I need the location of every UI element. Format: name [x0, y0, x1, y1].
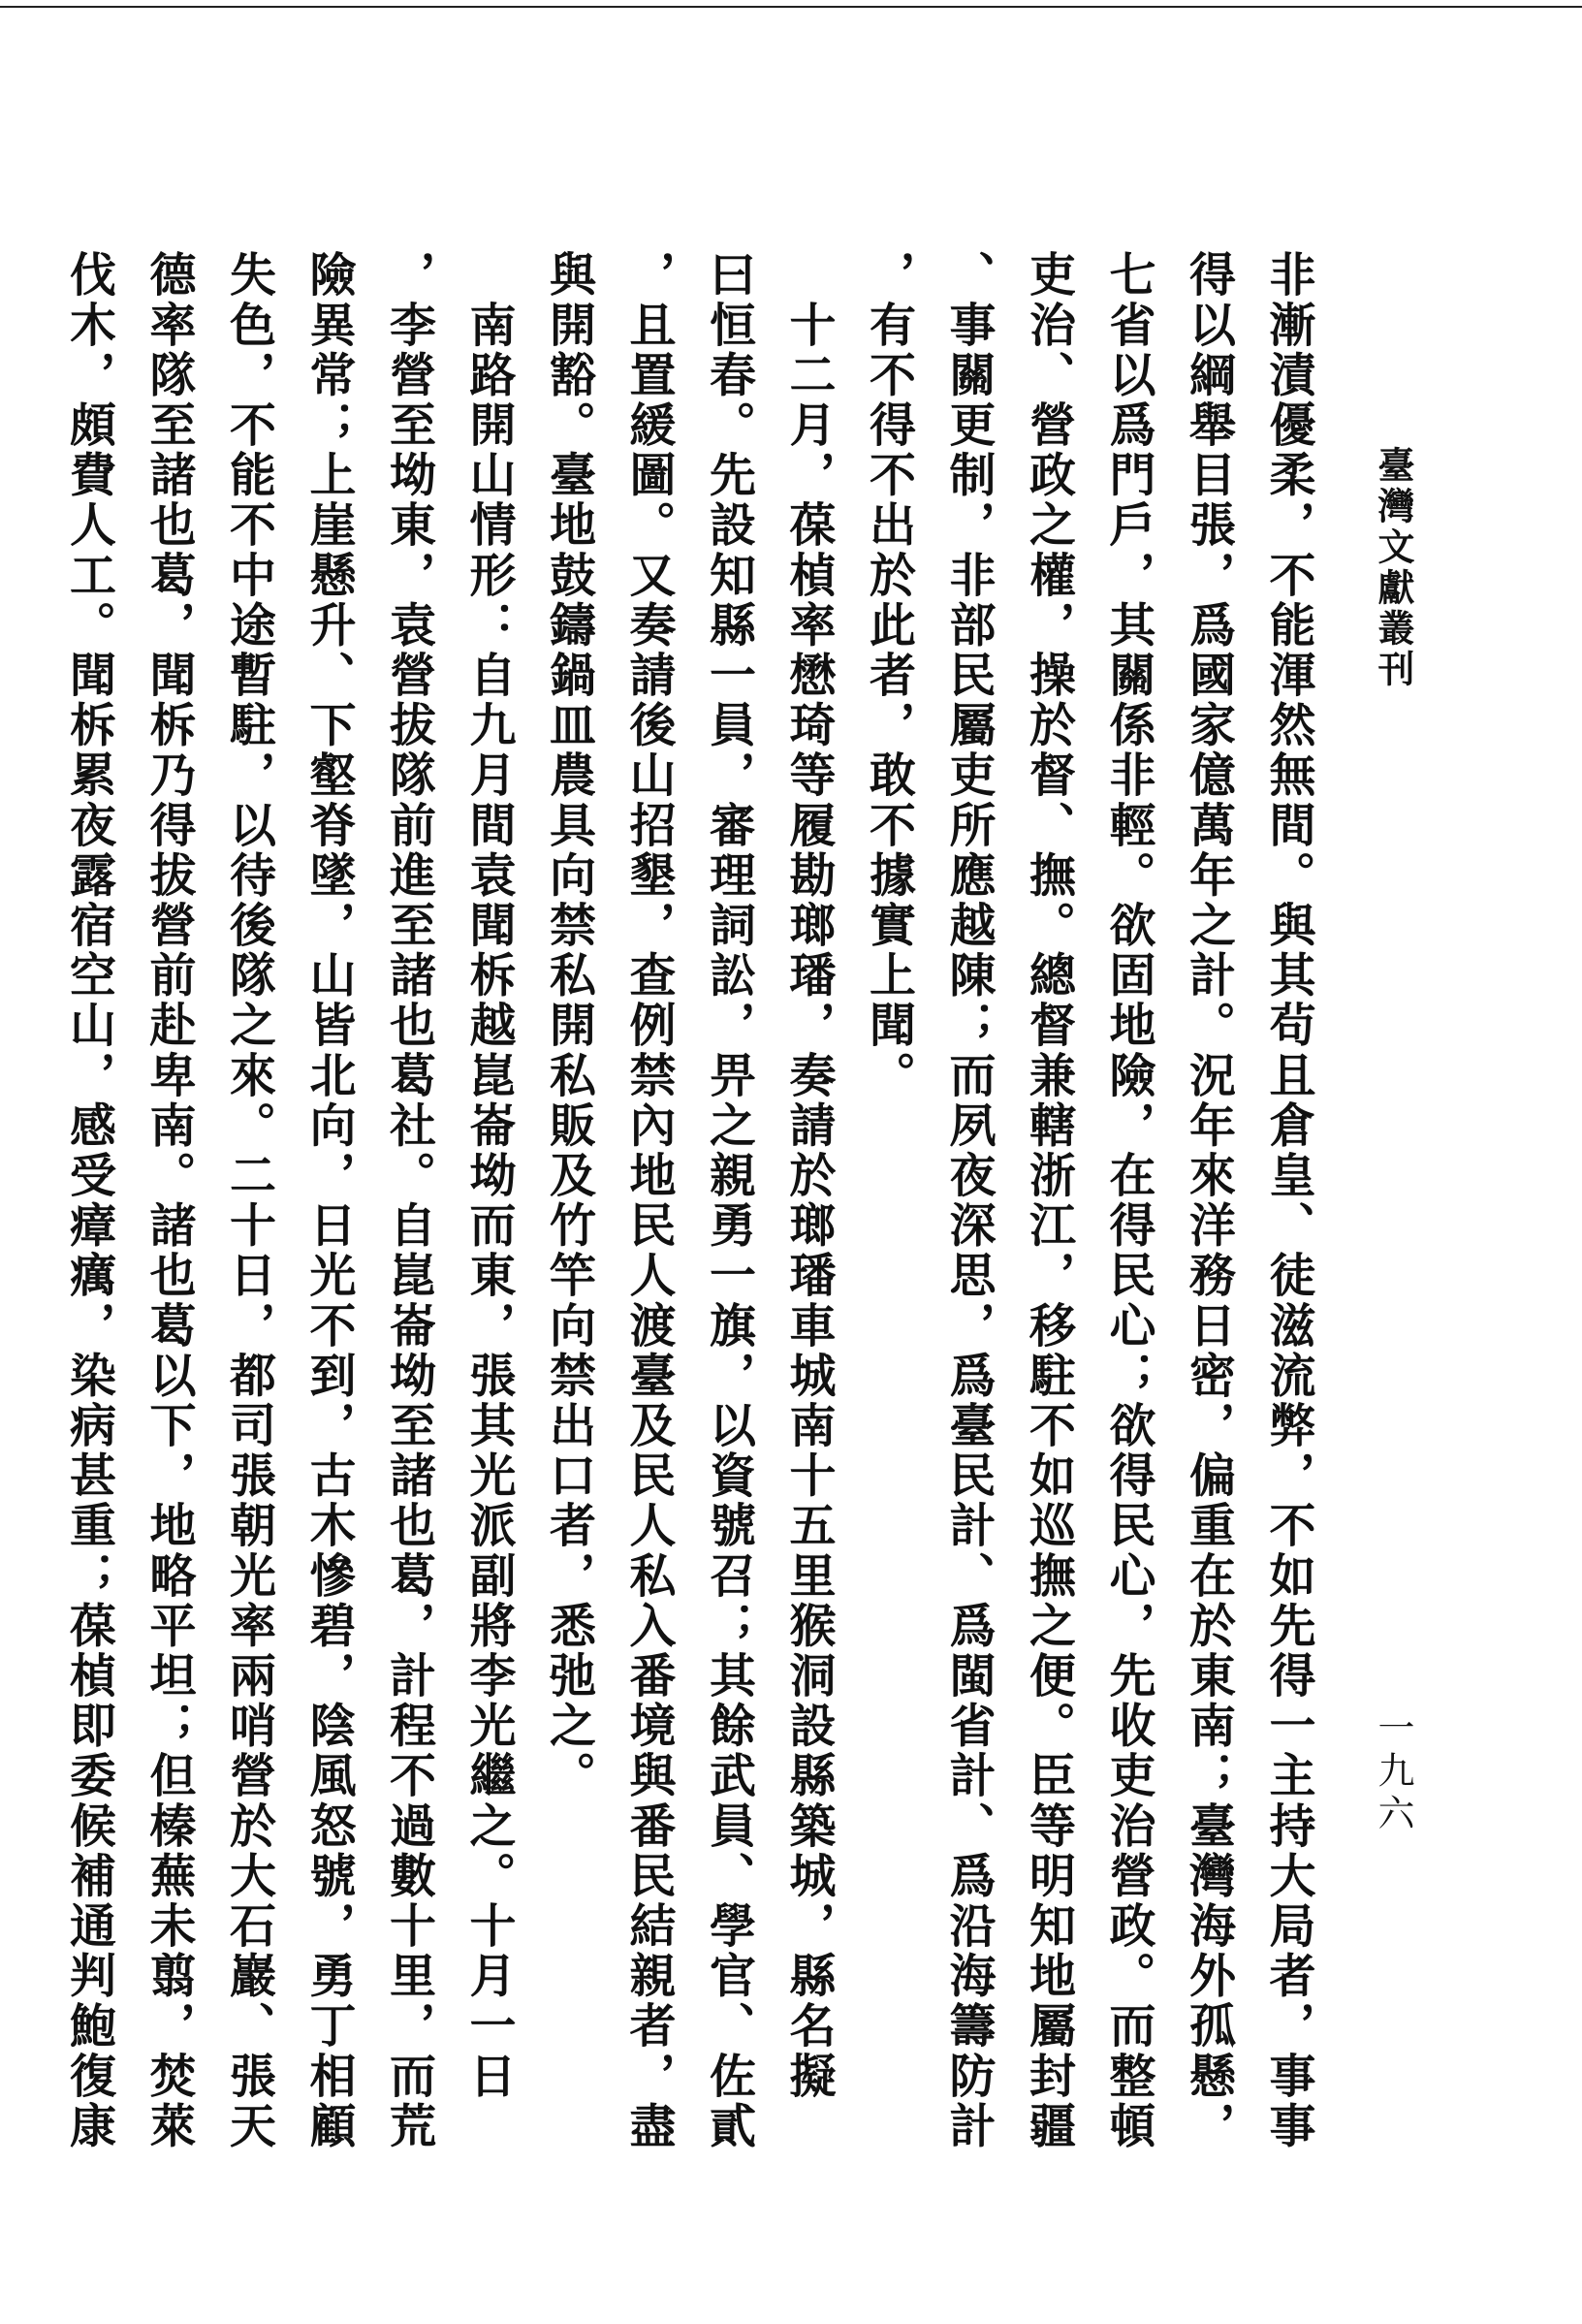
text-column: 德率隊至諸也葛，聞柝乃得拔營前赴卑南。諸也葛以下，地略平坦；但榛蕪未翦，焚萊: [142, 250, 196, 2151]
text-column: 南路開山情形：自九月間袁聞柝越崑崙坳而東，張其光派副將李光繼之。十月一日: [461, 250, 516, 2102]
text-column: 吏治、營政之權，操於督、撫。總督兼轄浙江，移駐不如巡撫之便。臣等明知地屬封疆: [1021, 250, 1076, 2151]
text-column: ，李營至坳東，袁營拔隊前進至諸也葛社。自崑崙坳至諸也葛，計程不過數十里，而荒: [381, 250, 436, 2151]
text-column: 、事關更制，非部民屬吏所應越陳；而夙夜深思，爲臺民計、爲閩省計、爲沿海籌防計: [941, 250, 996, 2151]
text-column: 得以綱舉目張，爲國家億萬年之計。況年來洋務日密，偏重在於東南；臺灣海外孤懸，: [1181, 250, 1236, 2151]
body-text: [61, 250, 1328, 2160]
text-column: 曰恒春。先設知縣一員，審理詞訟，畀之親勇一旗，以資號召；其餘武員、學官、佐貳: [701, 250, 756, 2151]
text-column: 險異常；上崖懸升、下壑脊墜，山皆北向，日光不到，古木慘碧，陰風怒號，勇丁相顧: [301, 250, 356, 2151]
text-column: 與開豁。臺地鼓鑄鍋皿農具向禁私開私販及竹竿向禁出口者，悉弛之。: [541, 250, 596, 1801]
text-column: 非漸漬優柔，不能渾然無間。與其茍且倉皇、徒滋流弊，不如先得一主持大局者，事事: [1261, 250, 1315, 2151]
text-column: 失色，不能不中途暫駐，以待後隊之來。二十日，都司張朝光率兩哨營於大石巖、張天: [221, 250, 276, 2151]
text-column: ，有不得不出於此者，敢不據實上聞。: [861, 250, 916, 1101]
page-number: 一九六: [1372, 1708, 1414, 1836]
running-title: 臺灣文獻叢刊: [1372, 446, 1415, 690]
text-column: 七省以爲門戶，其關係非輕。欲固地險，在得民心；欲得民心，先收吏治營政。而整頓: [1101, 250, 1155, 2151]
text-column: 伐木，頗費人工。聞柝累夜露宿空山，感受瘴癘，染病甚重；葆楨即委候補通判鮑復康: [61, 250, 116, 2151]
text-column: ，且置緩圖。又奏請後山招墾，查例禁內地民人渡臺及民人私入番境與番民結親者，盡: [621, 250, 676, 2151]
text-column: 十二月，葆楨率懋琦等履勘瑯璠，奏請於瑯璠車城南十五里猴洞設縣築城，縣名擬: [781, 250, 836, 2102]
top-border-rule: [0, 6, 1582, 8]
